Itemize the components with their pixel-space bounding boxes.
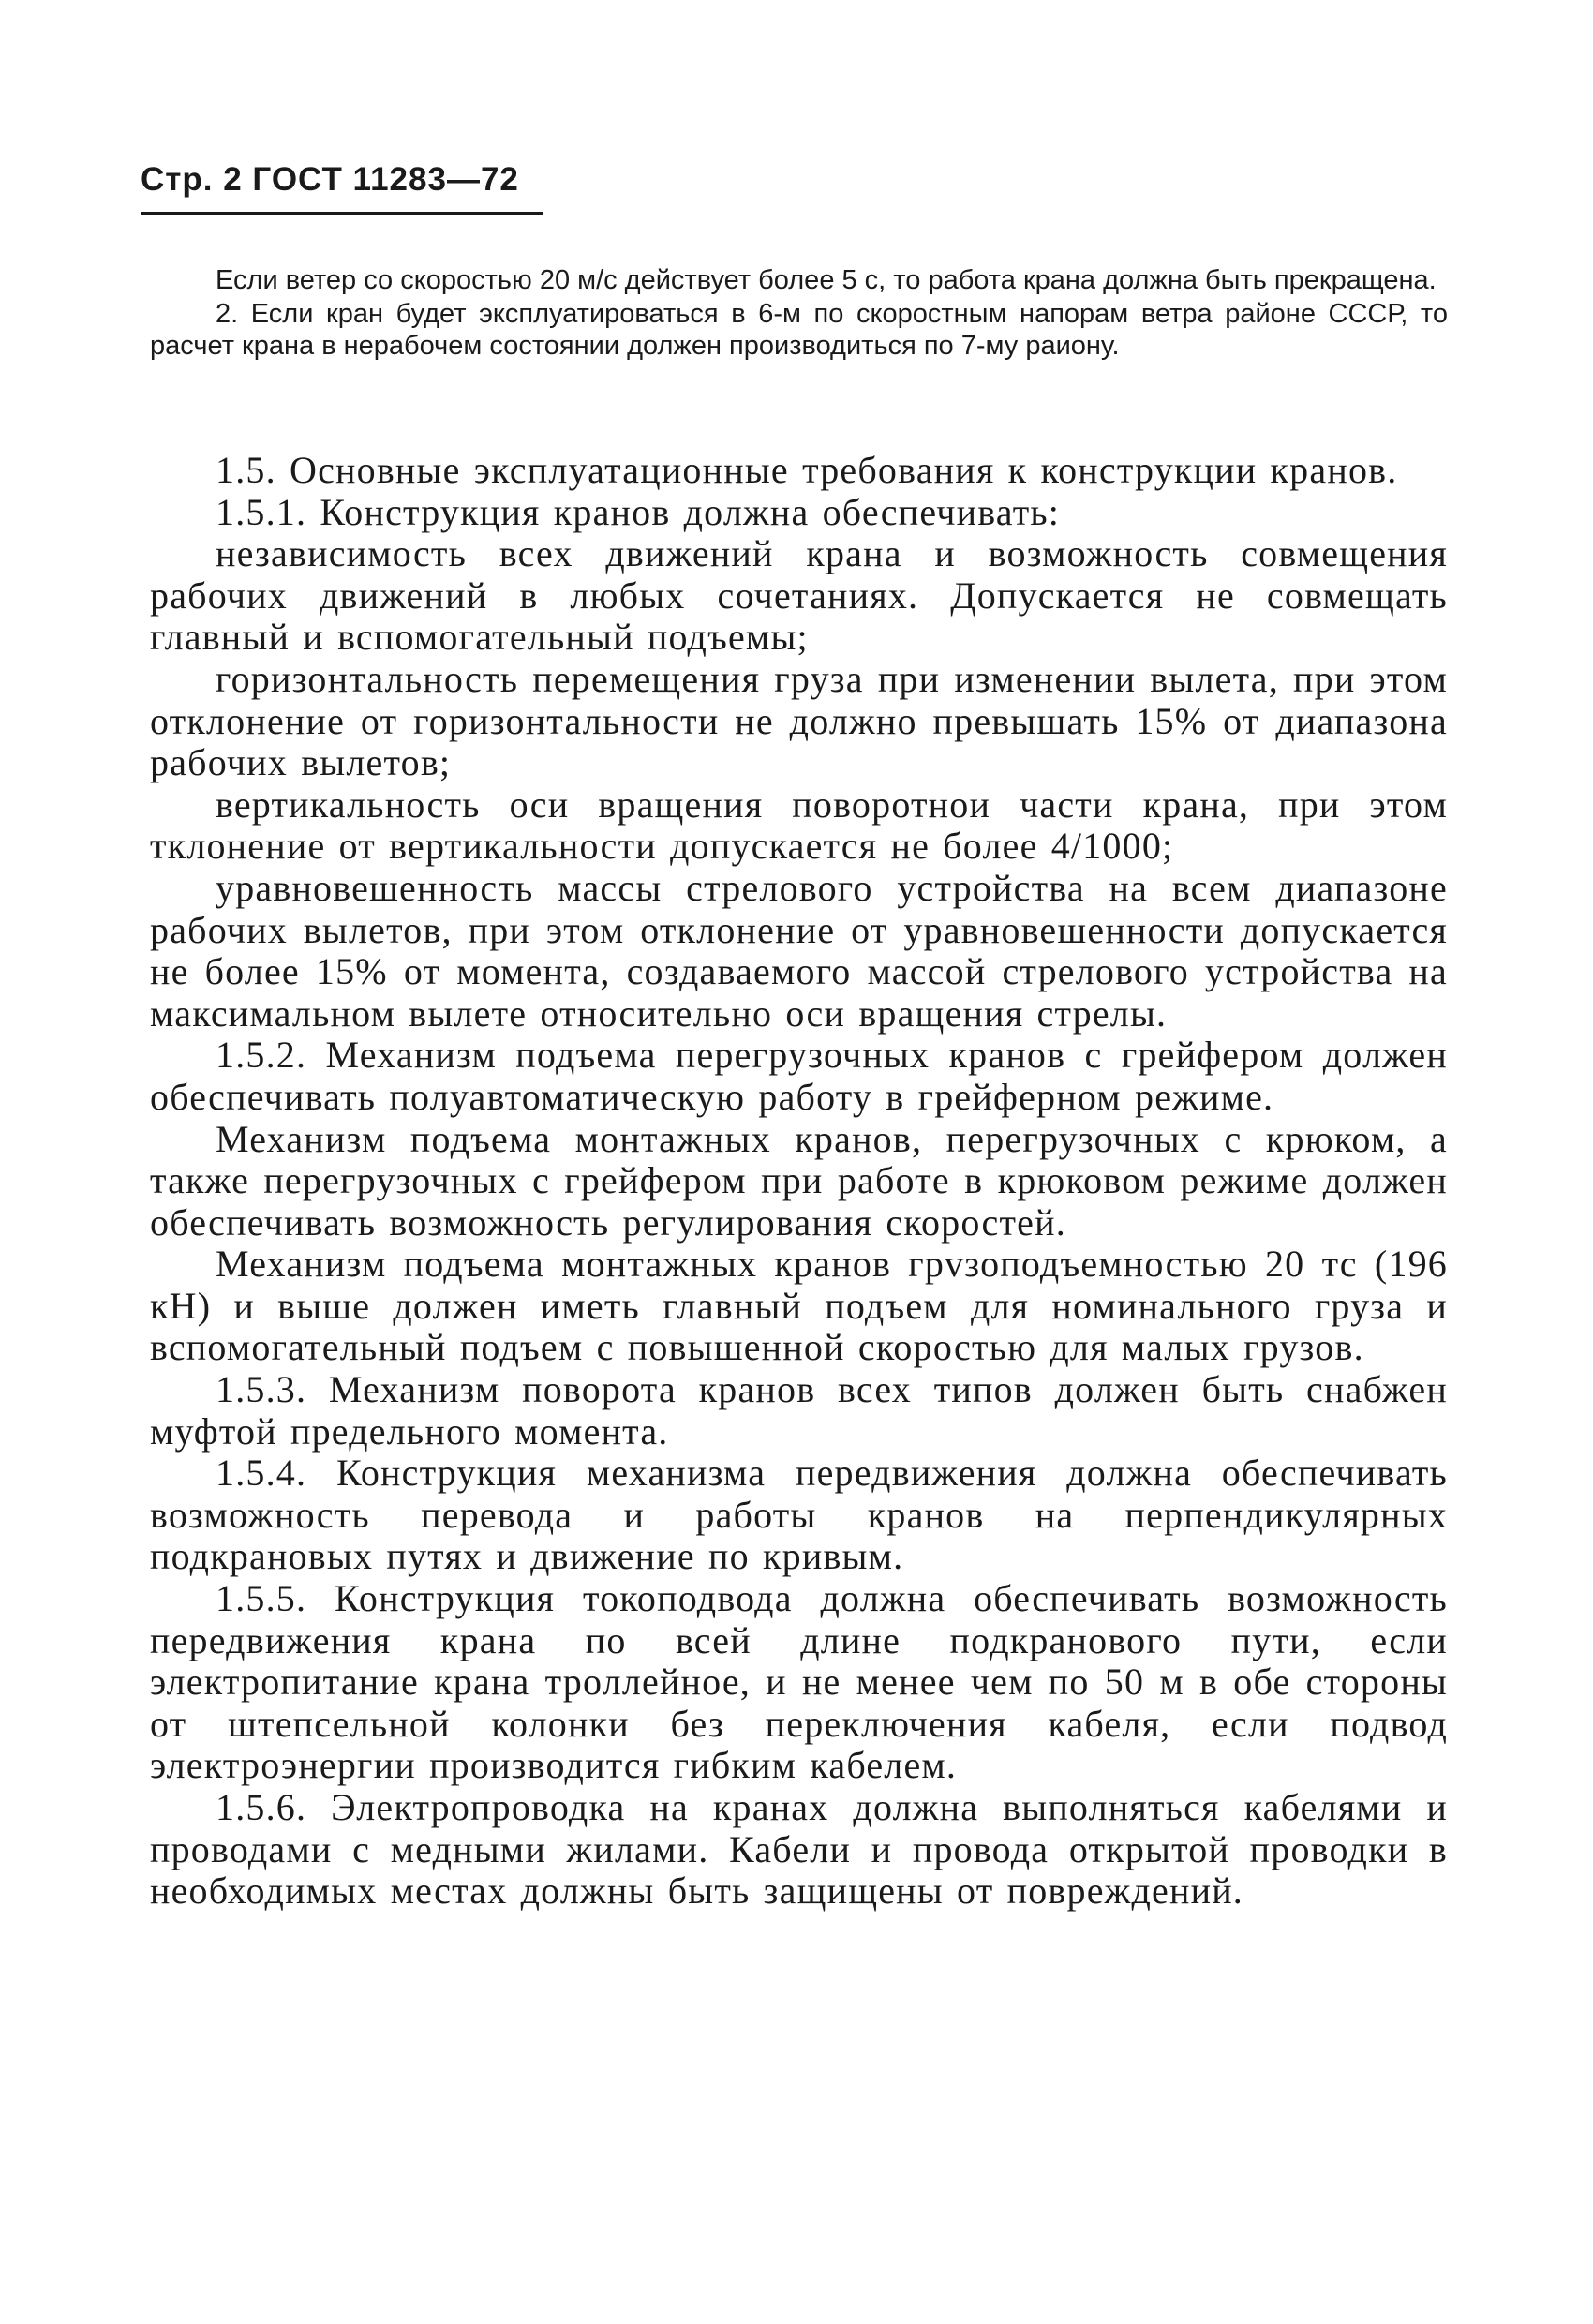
clause-1-5-3: 1.5.3. Механизм поворота кранов всех типов должен быть снабжен муфтой предельного момента. xyxy=(150,1368,1448,1452)
page-header-text: Стр. 2 ГОСТ 11283—72 xyxy=(141,161,519,198)
requirement-independence: независимость всех движений крана и возможность совмещения рабочих движений в любых сочетаниях. Допускается не совмещать главный и вспомогательный подъемы; xyxy=(150,532,1448,659)
header-rule xyxy=(141,212,543,215)
requirement-verticality: вертикальность оси вращения поворотнои части крана, при этом тклонение от вертикальности допускается не более 4/1000; xyxy=(150,782,1448,868)
requirement-horizontality: горизонтальность перемещения груза при изменении вылета, при этом отклонение от горизонтальности не должно превышать 15% от диапазона рабочих вылетов; xyxy=(150,657,1448,784)
footnote-paragraph: 2. Если кран будет эксплуатироваться в 6-м по скоростным напорам ветра районе СССР, то расчет крана в нерабочем состоянии должен производиться по 7-му раиону. xyxy=(150,299,1448,361)
requirement-balance: уравновешенность массы стрелового устройства на всем диапазоне рабочих вылетов, при этом отклонение от уравновешенности допускается не более 15% от момента, создаваемого массой стрелового устройства на максимальном вылете относительно оси вращения стрелы. xyxy=(150,866,1448,1035)
clause-1-5-4: 1.5.4. Конструкция механизма передвижения должна обеспечивать возможность перевода и работы кранов на перпендикулярных подкрановых путях и движение по кривым. xyxy=(150,1452,1448,1578)
clause-1-5-6: 1.5.6. Электропроводка на кранах должна выполняться кабелями и проводами с медными жилами. Кабели и провода открытой проводки в необходимых местах должны быть защищены от повреждений. xyxy=(150,1786,1448,1913)
clause-1-5-1: 1.5.1. Конструкция кранов должна обеспечивать: xyxy=(216,490,1061,533)
clause-1-5-5: 1.5.5. Конструкция токоподвода должна обеспечивать возможность передвижения крана по всей длине подкранового пути, если электропитание крана троллейное, и не менее чем по 50 м в обе стороны от штепсельной колонки без переключения кабеля, если подвод электроэнергии производится гибким кабелем. xyxy=(150,1577,1448,1787)
paragraph-hoist-speed: Механизм подъема монтажных кранов, перегрузочных с крюком, а также перегрузочных с грейфером при работе в крюковом режиме должен обеспечивать возможность регулирования скоростей. xyxy=(150,1117,1448,1244)
paragraph-main-aux-hoist: Механизм подъема монтажных кранов грvзоподъемностью 20 тс (196 кН) и выше должен иметь главный подъем для номинального груза и вспомогательный подъем с повышенной скоростью для малых грузов. xyxy=(150,1243,1448,1369)
footnote-paragraph: Если ветер со скоростью 20 м/с действует более 5 с, то работа крана должна быть прекращена. xyxy=(216,265,1437,295)
section-heading-1-5: 1.5. Основные эксплуатационные требования к конструкции кранов. xyxy=(216,449,1398,491)
clause-1-5-2: 1.5.2. Механизм подъема перегрузочных кранов с грейфером должен обеспечивать полуавтоматическую работу в грейферном режиме. xyxy=(150,1034,1448,1118)
footnote-block xyxy=(150,264,1448,362)
page-header xyxy=(141,161,543,215)
body-text xyxy=(150,450,1448,1913)
